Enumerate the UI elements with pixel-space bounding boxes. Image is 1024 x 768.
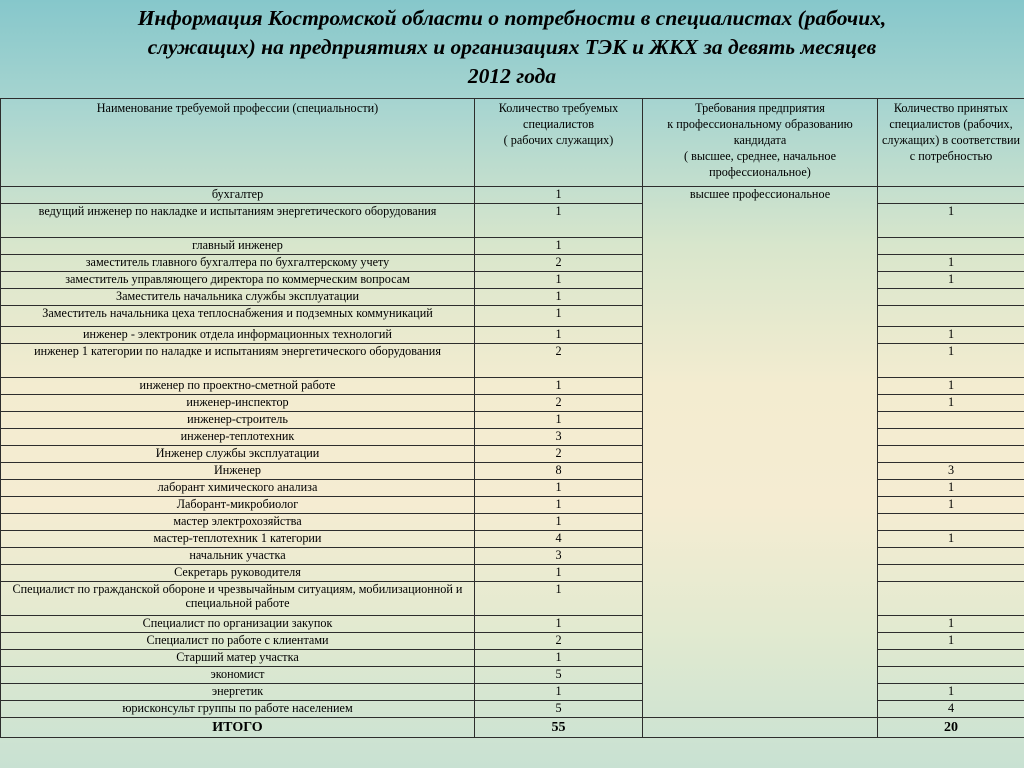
profession-cell: инженер-теплотехник — [1, 429, 475, 446]
required-count-cell: 1 — [475, 378, 643, 395]
accepted-count-cell: 1 — [878, 344, 1024, 378]
required-count-cell: 5 — [475, 667, 643, 684]
accepted-count-cell — [878, 548, 1024, 565]
profession-cell: экономист — [1, 667, 475, 684]
required-count-cell: 1 — [475, 238, 643, 255]
profession-cell: Специалист по организации закупок — [1, 616, 475, 633]
profession-cell: ведущий инженер по накладке и испытаниям энергетического оборудования — [1, 204, 475, 238]
required-count-cell: 1 — [475, 497, 643, 514]
total-required-cell: 55 — [475, 718, 643, 738]
profession-cell: начальник участка — [1, 548, 475, 565]
profession-cell: мастер-теплотехник 1 категории — [1, 531, 475, 548]
required-count-cell: 3 — [475, 429, 643, 446]
required-count-cell: 1 — [475, 306, 643, 327]
accepted-count-cell — [878, 582, 1024, 616]
profession-cell: инженер-строитель — [1, 412, 475, 429]
required-count-cell: 1 — [475, 187, 643, 204]
required-count-cell: 1 — [475, 272, 643, 289]
accepted-count-cell — [878, 306, 1024, 327]
accepted-count-cell: 1 — [878, 255, 1024, 272]
profession-cell: Старший матер участка — [1, 650, 475, 667]
required-count-cell: 3 — [475, 548, 643, 565]
accepted-count-cell — [878, 238, 1024, 255]
profession-cell: инженер-инспектор — [1, 395, 475, 412]
total-accepted-cell: 20 — [878, 718, 1024, 738]
accepted-count-cell: 1 — [878, 497, 1024, 514]
accepted-count-cell: 1 — [878, 531, 1024, 548]
specialists-table — [0, 98, 1024, 738]
table-row — [1, 187, 1024, 204]
profession-cell: Секретарь руководителя — [1, 565, 475, 582]
profession-cell: Инженер — [1, 463, 475, 480]
accepted-count-cell — [878, 650, 1024, 667]
profession-cell: инженер - электроник отдела информационных технологий — [1, 327, 475, 344]
profession-cell: Инженер службы эксплуатации — [1, 446, 475, 463]
accepted-count-cell: 1 — [878, 395, 1024, 412]
required-count-cell: 1 — [475, 514, 643, 531]
header-profession: Наименование требуемой профессии (специальности) — [1, 99, 475, 187]
accepted-count-cell — [878, 429, 1024, 446]
profession-cell: главный инженер — [1, 238, 475, 255]
required-count-cell: 1 — [475, 684, 643, 701]
page-title — [0, 4, 1024, 91]
total-label-cell: ИТОГО — [1, 718, 475, 738]
accepted-count-cell: 1 — [878, 616, 1024, 633]
title-line-3: 2012 года — [467, 64, 557, 88]
accepted-count-cell — [878, 412, 1024, 429]
header-required-count: Количество требуемых специалистов ( рабочих служащих) — [475, 99, 643, 187]
header-education-requirement: Требования предприятия к профессиональному образованию кандидата ( высшее, среднее, начальное профессиональное) — [643, 99, 878, 187]
profession-cell: Заместитель начальника службы эксплуатации — [1, 289, 475, 306]
profession-cell: Специалист по гражданской обороне и чрезвычайным ситуациям, мобилизационной и специальной работе — [1, 582, 475, 616]
accepted-count-cell: 1 — [878, 633, 1024, 650]
accepted-count-cell: 1 — [878, 480, 1024, 497]
table-body — [1, 187, 1024, 738]
accepted-count-cell: 1 — [878, 204, 1024, 238]
profession-cell: лаборант химического анализа — [1, 480, 475, 497]
accepted-count-cell — [878, 187, 1024, 204]
required-count-cell: 2 — [475, 255, 643, 272]
required-count-cell: 1 — [475, 327, 643, 344]
accepted-count-cell: 3 — [878, 463, 1024, 480]
accepted-count-cell — [878, 667, 1024, 684]
profession-cell: бухгалтер — [1, 187, 475, 204]
profession-cell: энергетик — [1, 684, 475, 701]
required-count-cell: 1 — [475, 412, 643, 429]
required-count-cell: 5 — [475, 701, 643, 718]
required-count-cell: 8 — [475, 463, 643, 480]
required-count-cell: 1 — [475, 289, 643, 306]
accepted-count-cell: 1 — [878, 272, 1024, 289]
required-count-cell: 2 — [475, 344, 643, 378]
profession-cell: Лаборант-микробиолог — [1, 497, 475, 514]
required-count-cell: 1 — [475, 650, 643, 667]
education-requirement-cell: высшее профессиональное — [643, 187, 878, 718]
accepted-count-cell — [878, 514, 1024, 531]
required-count-cell: 1 — [475, 582, 643, 616]
required-count-cell: 1 — [475, 480, 643, 497]
title-line-1: Информация Костромской области о потребности в специалистах (рабочих, — [137, 6, 887, 30]
accepted-count-cell: 4 — [878, 701, 1024, 718]
accepted-count-cell — [878, 446, 1024, 463]
profession-cell: мастер электрохозяйства — [1, 514, 475, 531]
profession-cell: юрисконсульт группы по работе населением — [1, 701, 475, 718]
required-count-cell: 4 — [475, 531, 643, 548]
profession-cell: заместитель главного бухгалтера по бухгалтерскому учету — [1, 255, 475, 272]
header-accepted-count: Количество принятых специалистов (рабочих, служащих) в соответствии с потребностью — [878, 99, 1024, 187]
accepted-count-cell — [878, 565, 1024, 582]
total-row — [1, 718, 1024, 738]
required-count-cell: 2 — [475, 446, 643, 463]
header-row — [1, 99, 1024, 187]
required-count-cell: 1 — [475, 204, 643, 238]
required-count-cell: 1 — [475, 565, 643, 582]
accepted-count-cell: 1 — [878, 684, 1024, 701]
total-requirement-cell — [643, 718, 878, 738]
profession-cell: Заместитель начальника цеха теплоснабжения и подземных коммуникаций — [1, 306, 475, 327]
profession-cell: заместитель управляющего директора по коммерческим вопросам — [1, 272, 475, 289]
accepted-count-cell: 1 — [878, 378, 1024, 395]
profession-cell: инженер по проектно-сметной работе — [1, 378, 475, 395]
title-line-2: служащих) на предприятиях и организациях ТЭК и ЖКХ за девять месяцев — [147, 35, 877, 59]
required-count-cell: 1 — [475, 616, 643, 633]
profession-cell: Специалист по работе с клиентами — [1, 633, 475, 650]
accepted-count-cell — [878, 289, 1024, 306]
required-count-cell: 2 — [475, 633, 643, 650]
accepted-count-cell: 1 — [878, 327, 1024, 344]
profession-cell: инженер 1 категории по наладке и испытаниям энергетического оборудования — [1, 344, 475, 378]
required-count-cell: 2 — [475, 395, 643, 412]
